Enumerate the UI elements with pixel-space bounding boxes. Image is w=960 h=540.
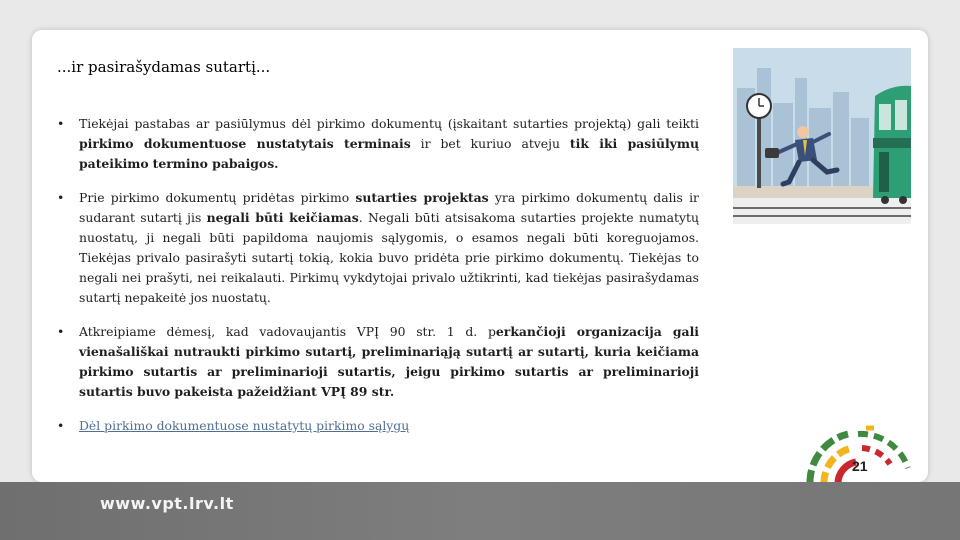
- bullet-text-run: Atkreipiame dėmesį, kad vadovaujantis VPĮ 90 str. 1 d. p: [79, 324, 496, 339]
- bullet-text-run: . Negali būti atsisakoma sutarties projekte numatytų nuostatų, ji negali būti papildoma naujomis sąlygomis, o esamos negali būti koreguojamos. Tiekėjas privalo pasirašyti sutartį tokią, kokia buvo pridėta prie pirkimo dokumentų. Tiekėjas to negali nei prašyti, nei reikalauti. Pirkimų vykdytojai privalo užtikrinti, kad tiekėjas pasirašydamas sutartį nepakeitė jos nuostatų.: [79, 210, 699, 305]
- bullet-item: [57, 188, 699, 308]
- procurement-conditions-link[interactable]: Dėl pirkimo dokumentuose nustatytų pirkimo sąlygų: [79, 418, 410, 433]
- train-illustration: [733, 48, 911, 224]
- bullet-item: [57, 322, 699, 402]
- bullet-text-bold-run: sutarties projektas: [355, 190, 489, 205]
- train-icon: [873, 86, 911, 204]
- bullet-dot: •: [57, 324, 65, 339]
- bullet-item-link: [57, 416, 699, 436]
- vpt-arc-logo: [804, 424, 916, 486]
- bullet-text-run: yra pirkimo dokumentų dalis ir sudarant sutartį jis: [79, 190, 699, 225]
- footer-website-url[interactable]: www.vpt.lrv.lt: [100, 494, 234, 513]
- bullet-text-bold-run: negali būti keičiamas: [206, 210, 359, 225]
- bullet-text-bold-run: pirkimo dokumentuose nustatytais terminais: [79, 136, 411, 151]
- bullet-dot: •: [57, 116, 65, 131]
- bullet-text-run: Tiekėjai pastabas ar pasiūlymus dėl pirkimo dokumentų (įskaitant sutarties projektą) gali teikti: [79, 116, 699, 131]
- page-number: 21: [852, 458, 868, 474]
- bullet-text-bold-run: tik iki pasiūlymų pateikimo: [79, 136, 699, 171]
- bullet-text-bold-run: termino pabaigos.: [152, 156, 279, 171]
- bullet-text-run: ir bet kuriuo atveju: [410, 136, 570, 151]
- bullet-text-bold-run: erkančioji organizacija gali vienašališkai nutraukti pirkimo sutartį, preliminariąją sutartį ar sutartį, kuria keičiama pirkimo sutartis ar preliminarioji sutartis, jeigu pirkimo sutartis ar preliminarioji sutartis buvo pakeista pažeidžiant VPĮ 89 str.: [79, 324, 699, 399]
- bullet-text-run: Prie pirkimo dokumentų pridėtas pirkimo: [79, 190, 356, 205]
- bullet-text: [79, 188, 699, 308]
- slide-title: ...ir pasirašydamas sutartį...: [57, 58, 271, 76]
- bullet-dot: •: [57, 190, 65, 205]
- bullet-item: [57, 114, 699, 174]
- bullet-list: [57, 114, 699, 450]
- bullet-text: [79, 322, 699, 402]
- bullet-text: [79, 114, 699, 174]
- bullet-dot: •: [57, 418, 65, 433]
